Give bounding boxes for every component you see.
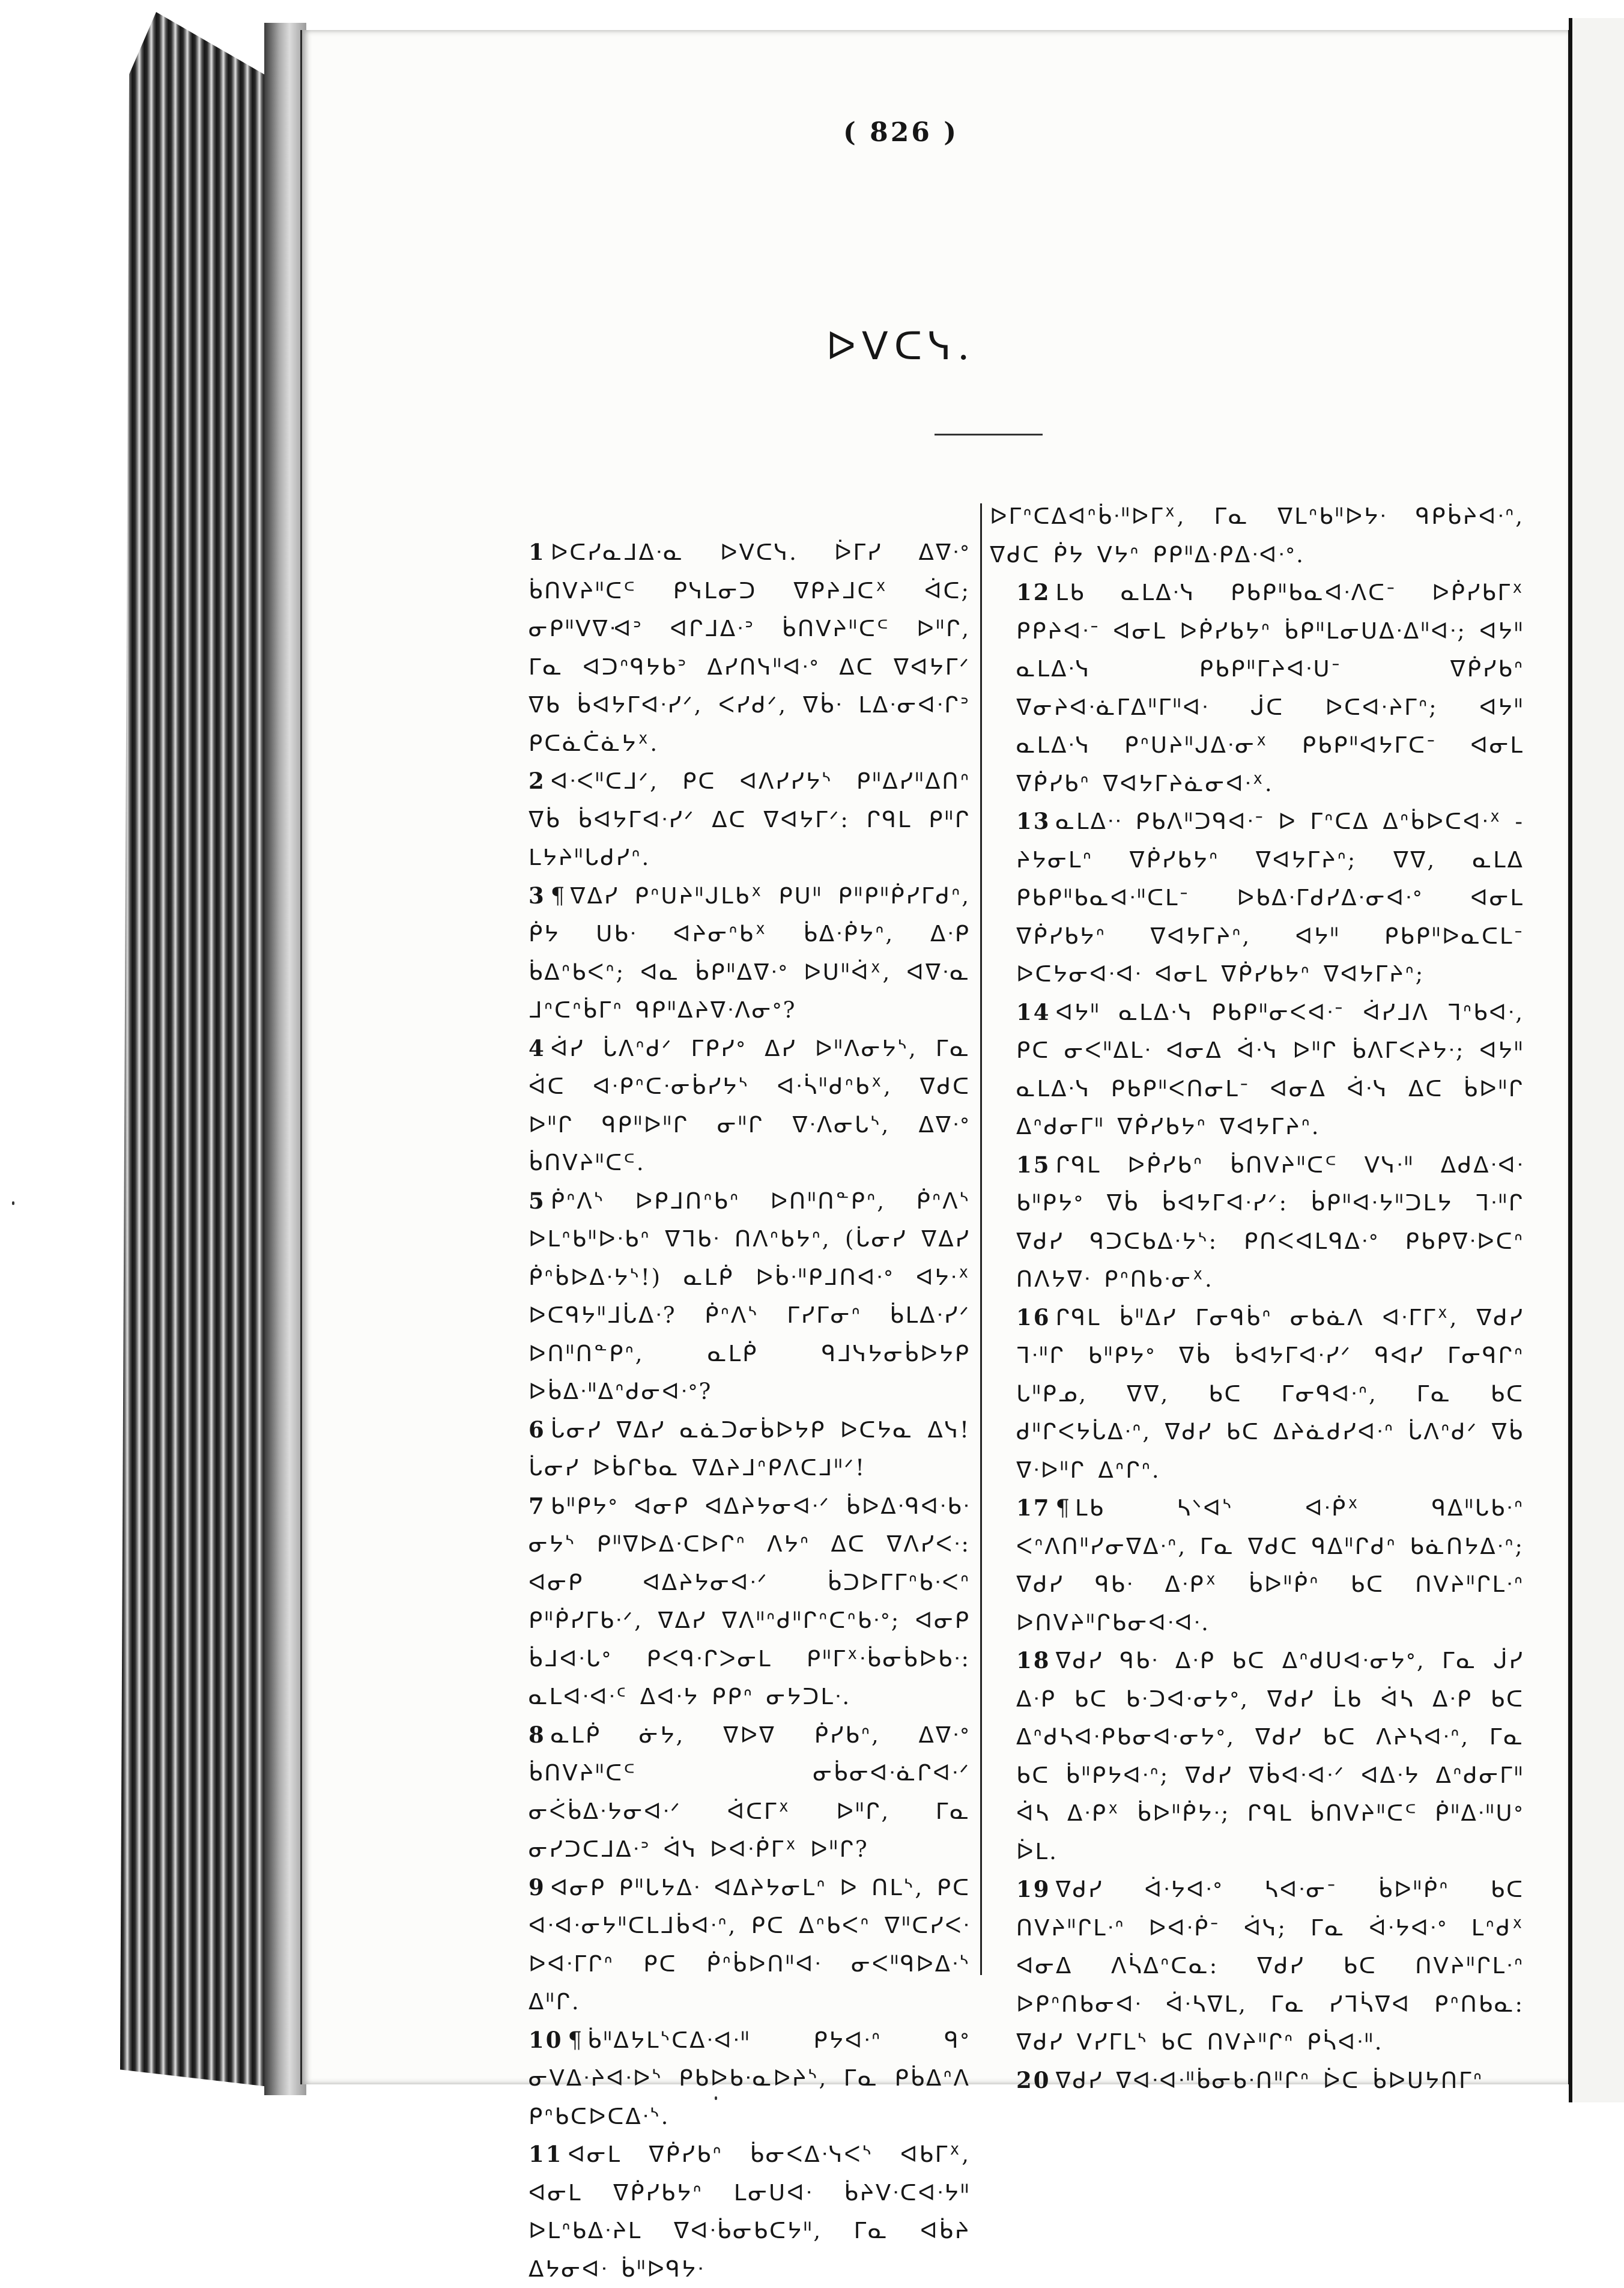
verse-number: 9 — [529, 1874, 546, 1901]
column-divider — [980, 503, 982, 1975]
verse — [502, 877, 971, 1030]
verse-number: 16 — [1016, 1303, 1051, 1331]
verse-number: 4 — [529, 1034, 546, 1061]
verse-text: ᐊᓂᑭ ᑭᐦᒐᔭᐃᐧ ᐊᐃᔨᔭᓂᒪᐢ ᐅ ᑎᒪᔅ, ᑭᑕ ᐊᐧᐊᐧᓂᔭᐦᑕᒪᒧᑳᐊᐧᐢ, ᑭᑕ ᐃᐢᑲᐸᐢ ᐁᐦᑕᓯᐸᐧ ᐅᐊᐧᒥᒋᐢ ᑭᑕ ᑮᐢᑳᐅᑎᐦᐊᐧ ᓂᐸᐦᑫᐅᐃᐧᔅ ᐃᐦᒋ. — [529, 1874, 971, 2015]
verse — [990, 497, 1524, 574]
verse-text: ᑮᐢᐱᔅ ᐅᑭᒧᑎᐢᑲᐢ ᐅᑎᐦᑎᓐᑭᐢ, ᑮᐢᐱᔅ ᐅᒪᐢᑲᐦᐅᐧᑲᐢ ᐁᒣᑲᐧ ᑎᐱᐢᑲᔭᐢ, (ᒑᓂᓯ ᐁᐃᓯ ᑮᐢᑳᐅᐃᐧᔭᔅ!) ᓇᒪᑮ ᐅᑳᐧᐦᑭᒧᑎᐊᐧᐤ ᐊᔭᐧᕽ ᐅᑕᑫᔭᐦᒧᒑᐃᐧ? ᑮᐢᐱᔅ ᒥᓯᒥᓂᐢ ᑳᒪᐃᐧᓯᐟ ᐅᑎᐦᑎᓐᑭᐢ, ᓇᒪᑮ ᑫᒧᓭᔭᓂᑳᐅᔭᑭ ᐅᑳᐃᐧᐦᐃᐢᑯᓂᐊᐧᐤ? — [529, 1188, 971, 1404]
verse-number: 19 — [1016, 1876, 1051, 1902]
verse-text: ᐅᑕᓯᓇᒧᐃᐧᓇ ᐅᐯᑕᓭ. ᐆᒥᓯ ᐃᐁᐧᐤ ᑳᑎᐯᔨᐦᑕᒼ ᑭᓭᒪᓂᑐ ᐁᑭᔨᒧᑕᕽ ᐋᑕ; ᓂᑭᐦᐯᐁᐗᐣ ᐊᒋᒧᐃᐧᐣ ᑳᑎᐯᔨᐦᑕᒼ ᐅᐦᒋ, ᒥᓇ ᐊᑐᐢᑫᔭᑲᐣ ᐃᓯᑎᓭᐦᐊᐧᐤ ᐃᑕ ᐁᐊᔭᒥᐟ ᐁᑲ ᑳᐊᔭᒥᐊᐧᓯᐟ, ᐸᓯᑯᐟ, ᐁᑳᐧ ᒪᐃᐧᓂᐊᐧᒋᐣ ᑭᑕᓈᑖᓈᔭᕽ. — [529, 539, 971, 756]
verse-text: ᓇᒪᐃᐧᐧ ᑭᑲᐱᐦᑐᑫᐊᐧᐨ ᐅ ᒥᐢᑕᐃ ᐃᐢᑳᐅᑕᐊᐧᕽ - ᔨᔭᓂᒪᐢ ᐁᑮᓯᑲᔭᐢ ᐁᐊᔭᒥᔨᐢ; ᐁᐁ, ᓇᒪᐃ ᑭᑲᑭᐦᑲᓇᐊᐧᐦᑕᒪᐨ ᐅᑲᐃᐧᒥᑯᓯᐃᐧᓂᐊᐧᐤ ᐊᓂᒪ ᐁᑮᓯᑲᔭᐢ ᐁᐊᔭᒥᔨᐢ, ᐊᔭᐦ ᑭᑲᑭᐦᐅᓇᑕᒪᐨ ᐅᑕᔭᓂᐊᐧᐊᐧ ᐊᓂᒪ ᐁᑮᓯᑲᔭᐢ ᐁᐊᔭᒥᔨᐢ; — [1016, 809, 1524, 987]
verse-number: 1 — [529, 539, 546, 565]
verse-text: ᐋᓯ ᒑᐱᐢᑯᐟ ᒥᑭᓯᐤ ᐃᓯ ᐅᐦᐱᓂᔭᔅ, ᒥᓇ ᐋᑕ ᐊᐧᑭᐢᑕᐧᓂᑳᓯᔭᔅ ᐊᐧᓵᐦᑯᐢᑲᕽ, ᐁᑯᑕ ᐅᐦᒋ ᑫᑭᐦᐅᐦᒋ ᓂᐦᒋ ᐁᐧᐱᓂᒐᔅ, ᐃᐁᐧᐤ ᑳᑎᐯᔨᐦᑕᒼ. — [529, 1035, 971, 1176]
verse — [990, 994, 1524, 1146]
verse-text: ᒪᑲ ᓴᐠᐊᔅ ᐊᐧᑮᕽ ᑫᐃᐦᒐᑲᐧᐢ ᐸᐢᐱᑎᐦᓯᓂᐁᐃᐧᐢ, ᒥᓇ ᐁᑯᑕ ᑫᐃᐦᒋᑯᐢ ᑲᓈᑎᔭᐃᐧᐢ; ᐁᑯᓯ ᑫᑲᐧ ᐃᐧᑭᕽ ᑳᐅᐦᑮᐢ ᑲᑕ ᑎᐯᔨᐦᒋᒪᐧᐢ ᐅᑎᐯᔨᐦᒋᑲᓂᐊᐧᐊᐧ. — [1016, 1495, 1524, 1636]
verse-text: ᒋᑫᒪ ᑳᐦᐃᓯ ᒥᓂᑫᑳᐢ ᓂᑲᓈᐱ ᐊᐧᒥᒥᕽ, ᐁᑯᓯ ᒣᐧᐦᒋ ᑲᐦᑭᔭᐤ ᐁᑳ ᑳᐊᔭᒥᐊᐧᓯᐟ ᑫᐊᓯ ᒥᓂᑫᒋᐢ ᒐᐦᑭᓄ, ᐁᐁ, ᑲᑕ ᒥᓂᑫᐊᐧᐢ, ᒥᓇ ᑲᑕ ᑯᐦᒋᐸᔭᒑᐃᐧᐢ, ᐁᑯᓯ ᑲᑕ ᐃᔨᓈᑯᓯᐊᐧᐢ ᒑᐱᐢᑯᐟ ᐁᑳ ᐁᐧᐅᐦᒋ ᐃᐢᒋᐢ. — [1016, 1304, 1524, 1483]
verse-number: 10 — [529, 2026, 563, 2053]
verse-number: 2 — [529, 768, 546, 794]
verse — [502, 1487, 971, 1716]
verse — [990, 1642, 1524, 1871]
verse — [990, 1489, 1524, 1642]
verse-number: 5 — [529, 1187, 546, 1214]
verse-text: ᑲᐦᑭᔭᐤ ᐊᓂᑭ ᐊᐃᔨᔭᓂᐊᐧᐟ ᑳᐅᐃᐧᑫᐊᐧᑲᐧ ᓂᔭᔅ ᑭᐦᐁᐅᐃᐧᑕᐅᒋᐢ ᐱᔭᐢ ᐃᑕ ᐁᐱᓯᐸᐧ: ᐊᓂᑭ ᐊᐃᔨᔭᓂᐊᐧᐟ ᑳᑐᐅᒥᒥᐢᑲᐧᐸᐢ ᑭᐦᑮᓯᒥᑲᐧᐟ, ᐁᐃᓯ ᐁᐱᐦᐢᑯᐦᒋᐢᑕᐢᑲᐧᐤ; ᐊᓂᑭ ᑳᒧᐊᐧᒐᐤ ᑭᐸᑫᐧᒋᐳᓂᒪ ᑭᐦᒥᕽᐧᑳᓂᑳᐅᑲᐧ: ᓇᒪᐊᐧᐊᐧᑦ ᐃᐊᐧᔭ ᑭᑭᐢ ᓂᔭᑐᒪᐧ. — [529, 1493, 971, 1710]
verse — [502, 533, 971, 762]
verse-text: ᐁᑯᓯ ᑫᑲᐧ ᐃᐧᑭ ᑲᑕ ᐃᐢᑯᑌᐊᐧᓂᔭᐤ, ᒥᓇ ᒎᓯ ᐃᐧᑭ ᑲᑕ ᑲᐧᑐᐊᐧᓂᔭᐤ, ᐁᑯᓯ ᒫᑲ ᐋᓴ ᐃᐧᑭ ᑲᑕ ᐃᐢᑯᓴᐊᐧᑭᑲᓂᐊᐧᓂᔭᐤ, ᐁᑯᓯ ᑲᑕ ᐱᔨᓴᐊᐧᐢ, ᒥᓇ ᑲᑕ ᑳᐦᑭᔭᐊᐧᐢ; ᐁᑯᓯ ᐁᑳᐊᐧᐊᐧᐟ ᐊᐃᐧᔭ ᐃᐢᑯᓂᒥᐦ ᐋᓴ ᐃᐧᑭᕽ ᑳᐅᐦᑮᔭᐧ; ᒋᑫᒪ ᑳᑎᐯᔨᐦᑕᒼ ᑮᐦᐃᐧᐦᑌᐤ ᐆᒪ. — [1016, 1648, 1524, 1865]
verse-number: 14 — [1016, 998, 1051, 1025]
verse-text: ᐁᐃᓯ ᑭᐢᑌᔨᐦᒍᒪᑲᕽ ᑭᑌᐦ ᑭᐦᑭᐦᑮᓯᒥᑯᐢ, ᑮᔭ ᑌᑲᐧ ᐊᔨᓂᐢᑲᕽ ᑳᐃᐧᑮᔭᐢ, ᐃᐧᑭ ᑳᐃᐢᑲᐸᐢ; ᐊᓇ ᑳᑭᐦᐃᐁᐧᐤ ᐅᑌᐦᐋᕽ, ᐊᐁᐧᓇ ᒧᐢᑕᐢᑳᒥᐢ ᑫᑭᐦᐃᔨᐁᐧᐱᓂᐤ? — [529, 882, 971, 1023]
verse-text: ᒋᑫᒪ ᐅᑮᓯᑲᐢ ᑳᑎᐯᔨᐦᑕᒼ ᐯᓭᐧᐦ ᐃᑯᐃᐧᐊᐧ ᑲᐦᑭᔭᐤ ᐁᑳ ᑳᐊᔭᒥᐊᐧᓯᐟ: ᑳᑭᐦᐊᐧᔭᐦᑐᒪᔭ ᒣᐧᐦᒋ ᐁᑯᓯ ᑫᑐᑕᑲᐃᐧᔭᔅ: ᑭᑎᐸᐊᒪᑫᐃᐧᐤ ᑭᑲᑭᐁᐧᐅᑕᐢ ᑎᐱᔭᐁᐧ ᑭᐢᑎᑲᐧᓂᕽ. — [1016, 1152, 1524, 1292]
pilcrow-mark: ¶ — [568, 2027, 584, 2053]
verse — [502, 1411, 971, 1487]
verse-number: 12 — [1016, 579, 1051, 605]
verse — [502, 1182, 971, 1411]
verse — [502, 1030, 971, 1182]
verse — [990, 1299, 1524, 1490]
verse-number: 17 — [1016, 1494, 1051, 1521]
verse — [990, 1146, 1524, 1299]
verse-number: 8 — [529, 1721, 546, 1748]
verse-number: 15 — [1016, 1151, 1051, 1178]
verse-text: ᓇᒪᑮ ᓃᔭ, ᐁᐅᐁ ᑮᓯᑲᐢ, ᐃᐁᐧᐤ ᑳᑎᐯᔨᐦᑕᒼ ᓂᑳᓂᐊᐧᓈᒋᐊᐧᐟ ᓂᐹᑳᐃᐧᔭᓂᐊᐧᐟ ᐋᑕᒥᕽ ᐅᐦᒋ, ᒥᓇ ᓂᓯᑐᑕᒧᐃᐧᐣ ᐋᓭ ᐅᐊᐧᑮᒥᕽ ᐅᐦᒋ? — [529, 1722, 971, 1862]
verse — [502, 762, 971, 877]
verse-number: 3 — [529, 882, 546, 909]
left-column — [502, 533, 971, 2288]
verse-text: ᐊᔭᐦ ᓇᒪᐃᐧᓭ ᑭᑲᑭᐦᓂᐸᐊᐧᐨ ᐋᓯᒧᐱ ᒣᐢᑲᐊᐧ, ᑭᑕ ᓂᐸᐦᐃᒪᐧ ᐊᓂᐃ ᐋᐧᓭ ᐅᐦᒋ ᑳᐱᒥᐸᔨᔭᐧ; ᐊᔭᐦ ᓇᒪᐃᐧᓭ ᑭᑲᑭᐦᐸᑎᓂᒪᐨ ᐊᓂᐃ ᐋᐧᓭ ᐃᑕ ᑳᐅᐦᒋ ᐃᐢᑯᓂᒥᐦ ᐁᑮᓯᑲᔭᐢ ᐁᐊᔭᒥᔨᐢ. — [1016, 999, 1524, 1139]
verse — [990, 574, 1524, 803]
verse — [990, 803, 1524, 994]
verse-text: ᒑᓂᓯ ᐁᐃᓯ ᓇᓈᑐᓂᑳᐅᔭᑭ ᐅᑕᔭᓇ ᐃᓭ! ᒑᓂᓯ ᐅᑳᒋᑲᓇ ᐁᐃᔨᒧᐢᑭᐱᑕᒧᐦᐟ! — [529, 1416, 971, 1481]
verse-number: 18 — [1016, 1647, 1051, 1674]
verse — [990, 1871, 1524, 2062]
page-number: ( 826 ) — [843, 117, 959, 148]
verse-number: 11 — [529, 2141, 563, 2167]
verse-number: 6 — [529, 1416, 546, 1443]
pilcrow-mark: ¶ — [1055, 1495, 1072, 1521]
verse-number: 13 — [1016, 808, 1051, 834]
scan-speck — [12, 1201, 14, 1205]
pilcrow-mark: ¶ — [550, 882, 567, 909]
verse — [502, 2135, 971, 2288]
verse — [502, 1869, 971, 2021]
verse — [990, 2062, 1524, 2100]
verse-number: 20 — [1016, 2066, 1051, 2093]
verse — [502, 1716, 971, 1869]
verse-number: 7 — [529, 1492, 546, 1519]
verse-text: ᐊᓂᒪ ᐁᑮᓯᑲᐢ ᑳᓂᐸᐃᐧᓭᐸᔅ ᐊᑲᒥᕽ, ᐊᓂᒪ ᐁᑮᓯᑲᔭᐢ ᒪᓂᑌᐊᐧ ᑳᔨᐯᐧᑕᐊᐧᔭᐦ ᐅᒪᐢᑲᐃᐧᔨᒪ ᐁᐊᐧᑳᓂᑲᑕᔭᐦ, ᒥᓇ ᐊᑳᔨ ᐃᔭᓂᐊᐧ ᑳᐦᐅᑫᔭᐧ — [529, 2141, 971, 2282]
verse-text: ᐅᒥᐢᑕᐃᐊᐢᑳᐧᐦᐅᒥᕽ, ᒥᓇ ᐁᒪᐢᑲᐦᐅᔭᐧ ᑫᑭᑳᔨᐊᐧᐢ, ᐁᑯᑕ ᑮᔭ ᐯᔭᐢ ᑭᑭᐦᐃᐧᑭᐃᐧᐊᐧᐤ. — [990, 503, 1524, 568]
verse-text: ᐊᐧᐸᐦᑕᒧᐟ, ᑭᑕ ᐊᐱᓯᓯᔭᔅ ᑭᐦᐃᓯᐦᐃᑎᐢ ᐁᑳ ᑳᐊᔭᒥᐊᐧᓯᐟ ᐃᑕ ᐁᐊᔭᒥᐟ: ᒋᑫᒪ ᑭᐦᒋ ᒪᔭᔨᐦᒐᑯᓯᐢ. — [529, 768, 971, 870]
title-rule — [935, 434, 1043, 435]
verse-text: ᐁᑯᓯ ᐋᐧᔭᐊᐧᐤ ᓴᐊᐧᓂᐨ ᑳᐅᐦᑮᐢ ᑲᑕ ᑎᐯᔨᐦᒋᒪᐧᐢ ᐅᐊᐧᑮᐨ ᐋᓭ; ᒥᓇ ᐋᐧᔭᐊᐧᐤ ᒪᐢᑯᕽ ᐊᓂᐃ ᐱᓵᐃᐢᑕᓇ: ᐁᑯᓯ ᑲᑕ ᑎᐯᔨᐦᒋᒪᐧᐢ ᐅᑭᐢᑎᑲᓂᐊᐧ ᐋᐧᓴᐁᒪ, ᒥᓇ ᓯᒣᓵᐁᐊ ᑭᐢᑎᑲᓇ: ᐁᑯᓯ ᐯᓯᒥᒪᔅ ᑲᑕ ᑎᐯᔨᐦᒋᐢ ᑭᓵᐊᐧᐦ. — [1016, 1877, 1524, 2055]
verse-text: ᐁᑯᓯ ᐁᐊᐧᐊᐧᐦᑳᓂᑲᐧᑎᐦᒋᐢ ᐆᑕ ᑳᐅᑌᔭᑎᒥᐢ — [1055, 2067, 1484, 2093]
verse-text: ᒪᑲ ᓇᒪᐃᐧᓭ ᑭᑲᑭᐦᑲᓇᐊᐧᐱᑕᐨ ᐅᑮᓯᑲᒥᕽ ᑭᑭᔨᐊᐧᐨ ᐊᓂᒪ ᐅᑮᓯᑲᔭᐢ ᑳᑭᐦᒪᓂᑌᐃᐧᐃᐦᐊᐧ; ᐊᔭᐦ ᓇᒪᐃᐧᓭ ᑭᑲᑭᐦᒥᔨᐊᐧᑌᐨ ᐁᑮᓯᑲᐢ ᐁᓂᔨᐊᐧᓈᒥᐃᐦᒥᐦᐊᐧ ᒎᑕ ᐅᑕᐊᐧᔨᒥᐢ; ᐊᔭᐦ ᓇᒪᐃᐧᓭ ᑭᐢᑌᔨᐦᒍᐃᐧᓂᕽ ᑭᑲᑭᐦᐊᔭᒥᑕᐨ ᐊᓂᒪ ᐁᑮᓯᑲᐢ ᐁᐊᔭᒥᔨᓈᓂᐊᐧᕽ. — [1016, 580, 1524, 797]
verse — [502, 2021, 971, 2136]
right-column — [990, 497, 1524, 2099]
facing-page-edge — [1569, 18, 1624, 2102]
book-title: ᐅᐯᑕᓭ. — [826, 324, 976, 369]
verse-text: ᑳᐦᐃᔭᒪᔅᑕᐃᐧᐊᐧᐦ ᑭᔭᐊᐧᐢ ᑫᐤ ᓂᐯᐃᐧᔨᐊᐧᐅᔅ ᑭᑲᐅᑲᐧᓇᐅᔨᔅ, ᒥᓇ ᑭᑳᐃᐢᐱ ᑭᐢᑲᑕᐅᑕᐃᐧᔅ. — [529, 2027, 971, 2129]
